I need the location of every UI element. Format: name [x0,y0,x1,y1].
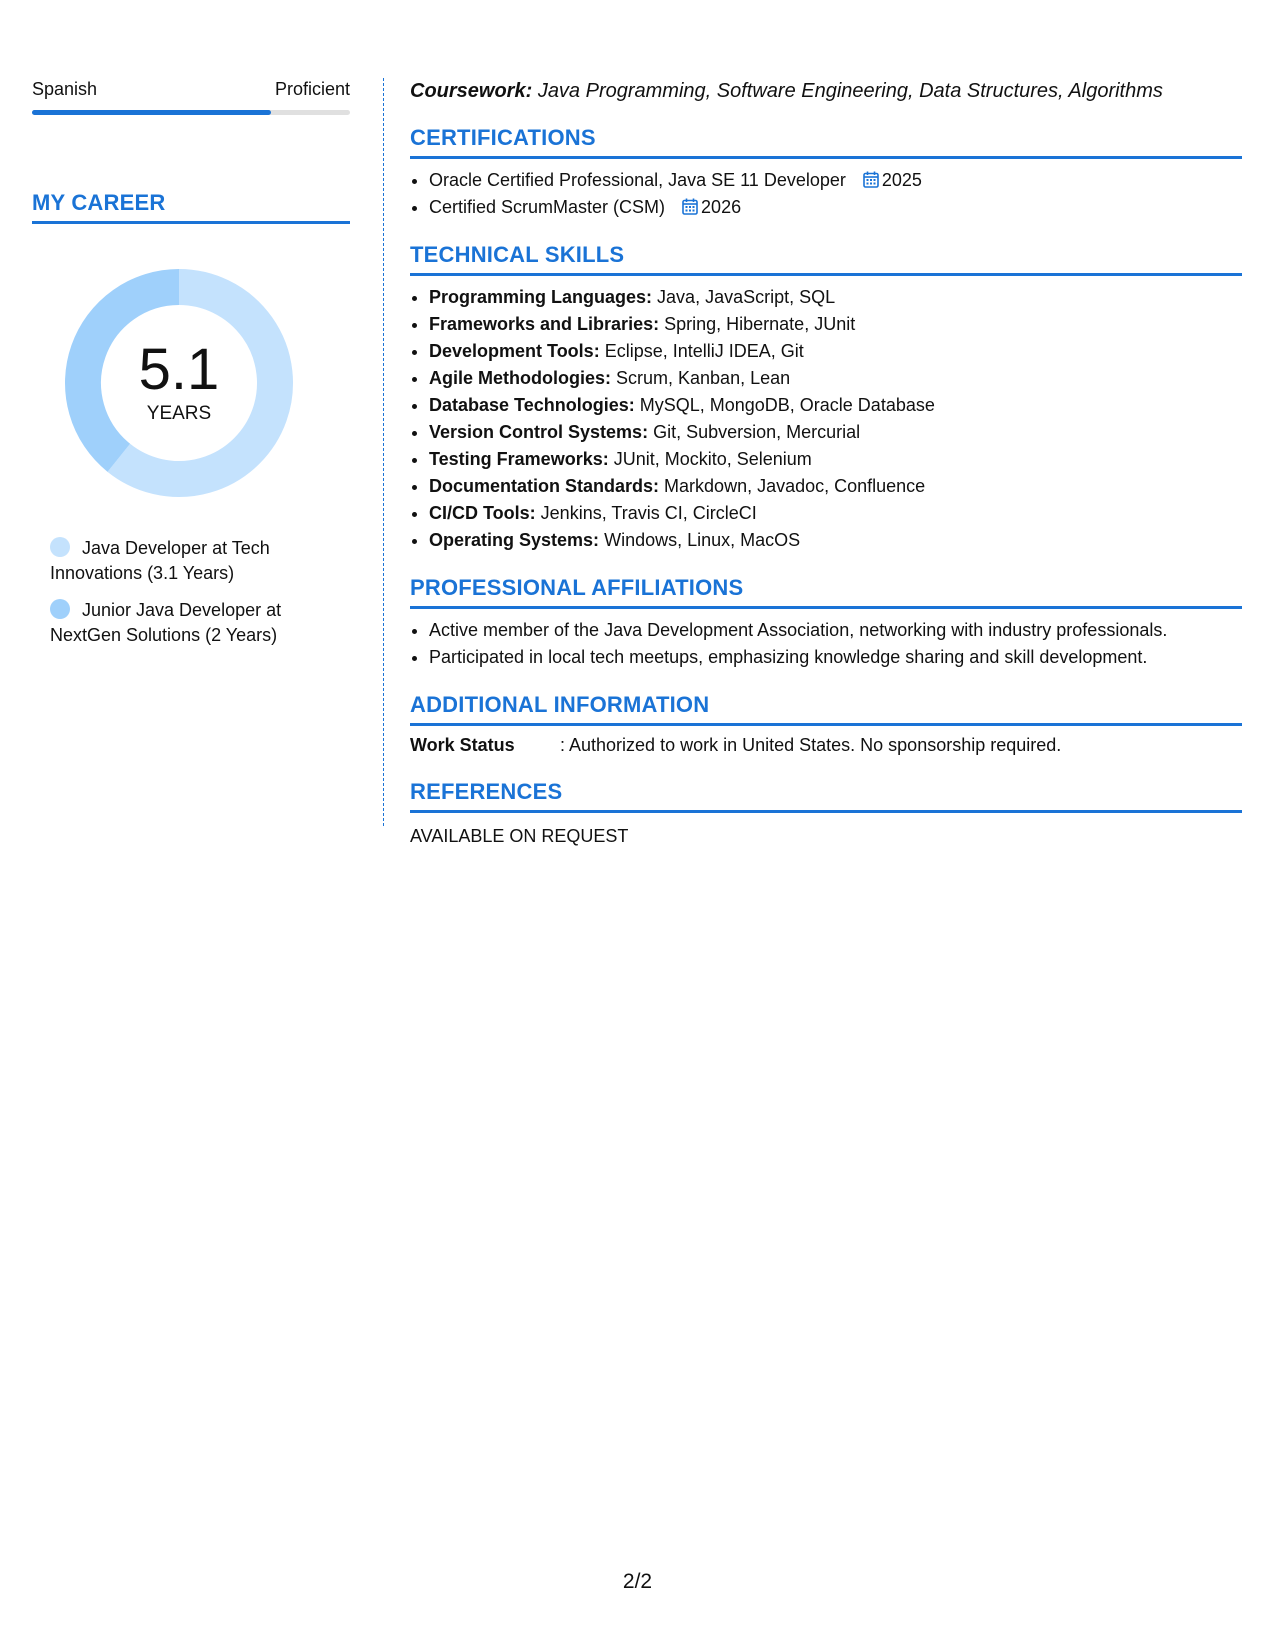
skill-label: Agile Methodologies: [429,368,611,388]
affiliation-item: • Participated in local tech meetups, emphasizing knowledge sharing and skill development. [429,644,1242,671]
work-status-value: : Authorized to work in United States. No sponsorship required. [560,735,1062,755]
skills-section [410,241,1242,554]
skills-list [410,284,1242,554]
work-status-row [410,732,1242,758]
career-legend [50,536,350,648]
section-rule [410,606,1242,609]
right-column [410,78,1242,849]
certification-year: 2026 [701,197,742,217]
section-rule [32,221,350,224]
skill-item [429,473,1242,500]
section-rule [410,273,1242,276]
skill-label: Programming Languages: [429,287,653,307]
certification-year: 2025 [881,170,922,190]
skill-label: Database Technologies: [429,395,635,415]
page-number: 2/2 [622,1570,653,1593]
skill-value: MySQL, MongoDB, Oracle Database [639,395,935,415]
skill-item [429,500,1242,527]
skill-label: Version Control Systems: [429,422,649,442]
references-text: AVAILABLE ON REQUEST [410,826,629,846]
section-title-certifications: CERTIFICATIONS [410,125,596,150]
legend-label: Java Developer at Tech Innovations (3.1 Years) [50,538,270,583]
skill-value: Java, JavaScript, SQL [657,287,836,307]
language-level: Proficient [274,79,350,99]
career-donut-chart [64,268,294,498]
coursework-text: Java Programming, Software Engineering, Data Structures, Algorithms [537,80,1163,102]
additional-info-section [410,691,1242,758]
column-divider [383,78,384,826]
left-column [32,78,350,660]
skill-value: Git, Subversion, Mercurial [653,422,861,442]
skill-value: Scrum, Kanban, Lean [616,368,791,388]
certifications-list [410,167,1242,221]
coursework-label: Coursework: [410,80,533,102]
skill-value: Markdown, Javadoc, Confluence [664,476,926,496]
legend-dot [50,599,70,619]
affiliation-item: • Active member of the Java Development Association, networking with industry professionals. [429,617,1242,644]
skill-label: Testing Frameworks: [429,449,609,469]
calendar-icon [682,198,698,215]
section-rule [410,810,1242,813]
legend-label: Junior Java Developer at NextGen Solutions (2 Years) [50,600,282,645]
work-status-label: Work Status [410,735,515,755]
skill-value: JUnit, Mockito, Selenium [613,449,812,469]
skill-value: Windows, Linux, MacOS [604,530,801,550]
total-years-unit: YEARS [146,403,212,424]
skill-label: Operating Systems: [429,530,600,550]
donut-center [64,268,294,498]
language-name: Spanish [32,79,98,99]
total-years-value: 5.1 [138,337,220,402]
affiliations-list [410,617,1242,671]
section-title-affiliations: PROFESSIONAL AFFILIATIONS [410,575,744,600]
calendar-icon [863,171,879,188]
skill-label: Documentation Standards: [429,476,660,496]
skill-item [429,446,1242,473]
section-rule [410,723,1242,726]
language-row [32,78,350,100]
certification-name: Certified ScrumMaster (CSM) [429,197,666,217]
affiliations-section [410,574,1242,671]
skill-item [429,419,1242,446]
legend-item [50,598,310,648]
legend-dot [50,537,70,557]
skill-value: Spring, Hibernate, JUnit [664,314,856,334]
skill-item [429,527,1242,554]
section-title-career: MY CAREER [32,190,166,215]
section-rule [410,156,1242,159]
legend-item [50,536,310,586]
certification-name: Oracle Certified Professional, Java SE 11 Developer [429,170,846,190]
coursework-line [410,78,1242,104]
career-section [32,189,350,224]
certification-item [429,194,1242,221]
skill-item [429,392,1242,419]
skill-item [429,284,1242,311]
references-section [410,778,1242,849]
skill-item [429,365,1242,392]
language-progress-fill [32,110,271,115]
skill-label: CI/CD Tools: [429,503,536,523]
section-title-additional: ADDITIONAL INFORMATION [410,692,710,717]
skill-item [429,338,1242,365]
skill-label: Frameworks and Libraries: [429,314,660,334]
skill-label: Development Tools: [429,341,600,361]
language-progress-track [32,110,350,115]
section-title-references: REFERENCES [410,779,563,804]
certification-item [429,167,1242,194]
skill-value: Jenkins, Travis CI, CircleCI [540,503,757,523]
certifications-section [410,124,1242,221]
skill-item [429,311,1242,338]
skill-value: Eclipse, IntelliJ IDEA, Git [604,341,804,361]
section-title-skills: TECHNICAL SKILLS [410,242,625,267]
